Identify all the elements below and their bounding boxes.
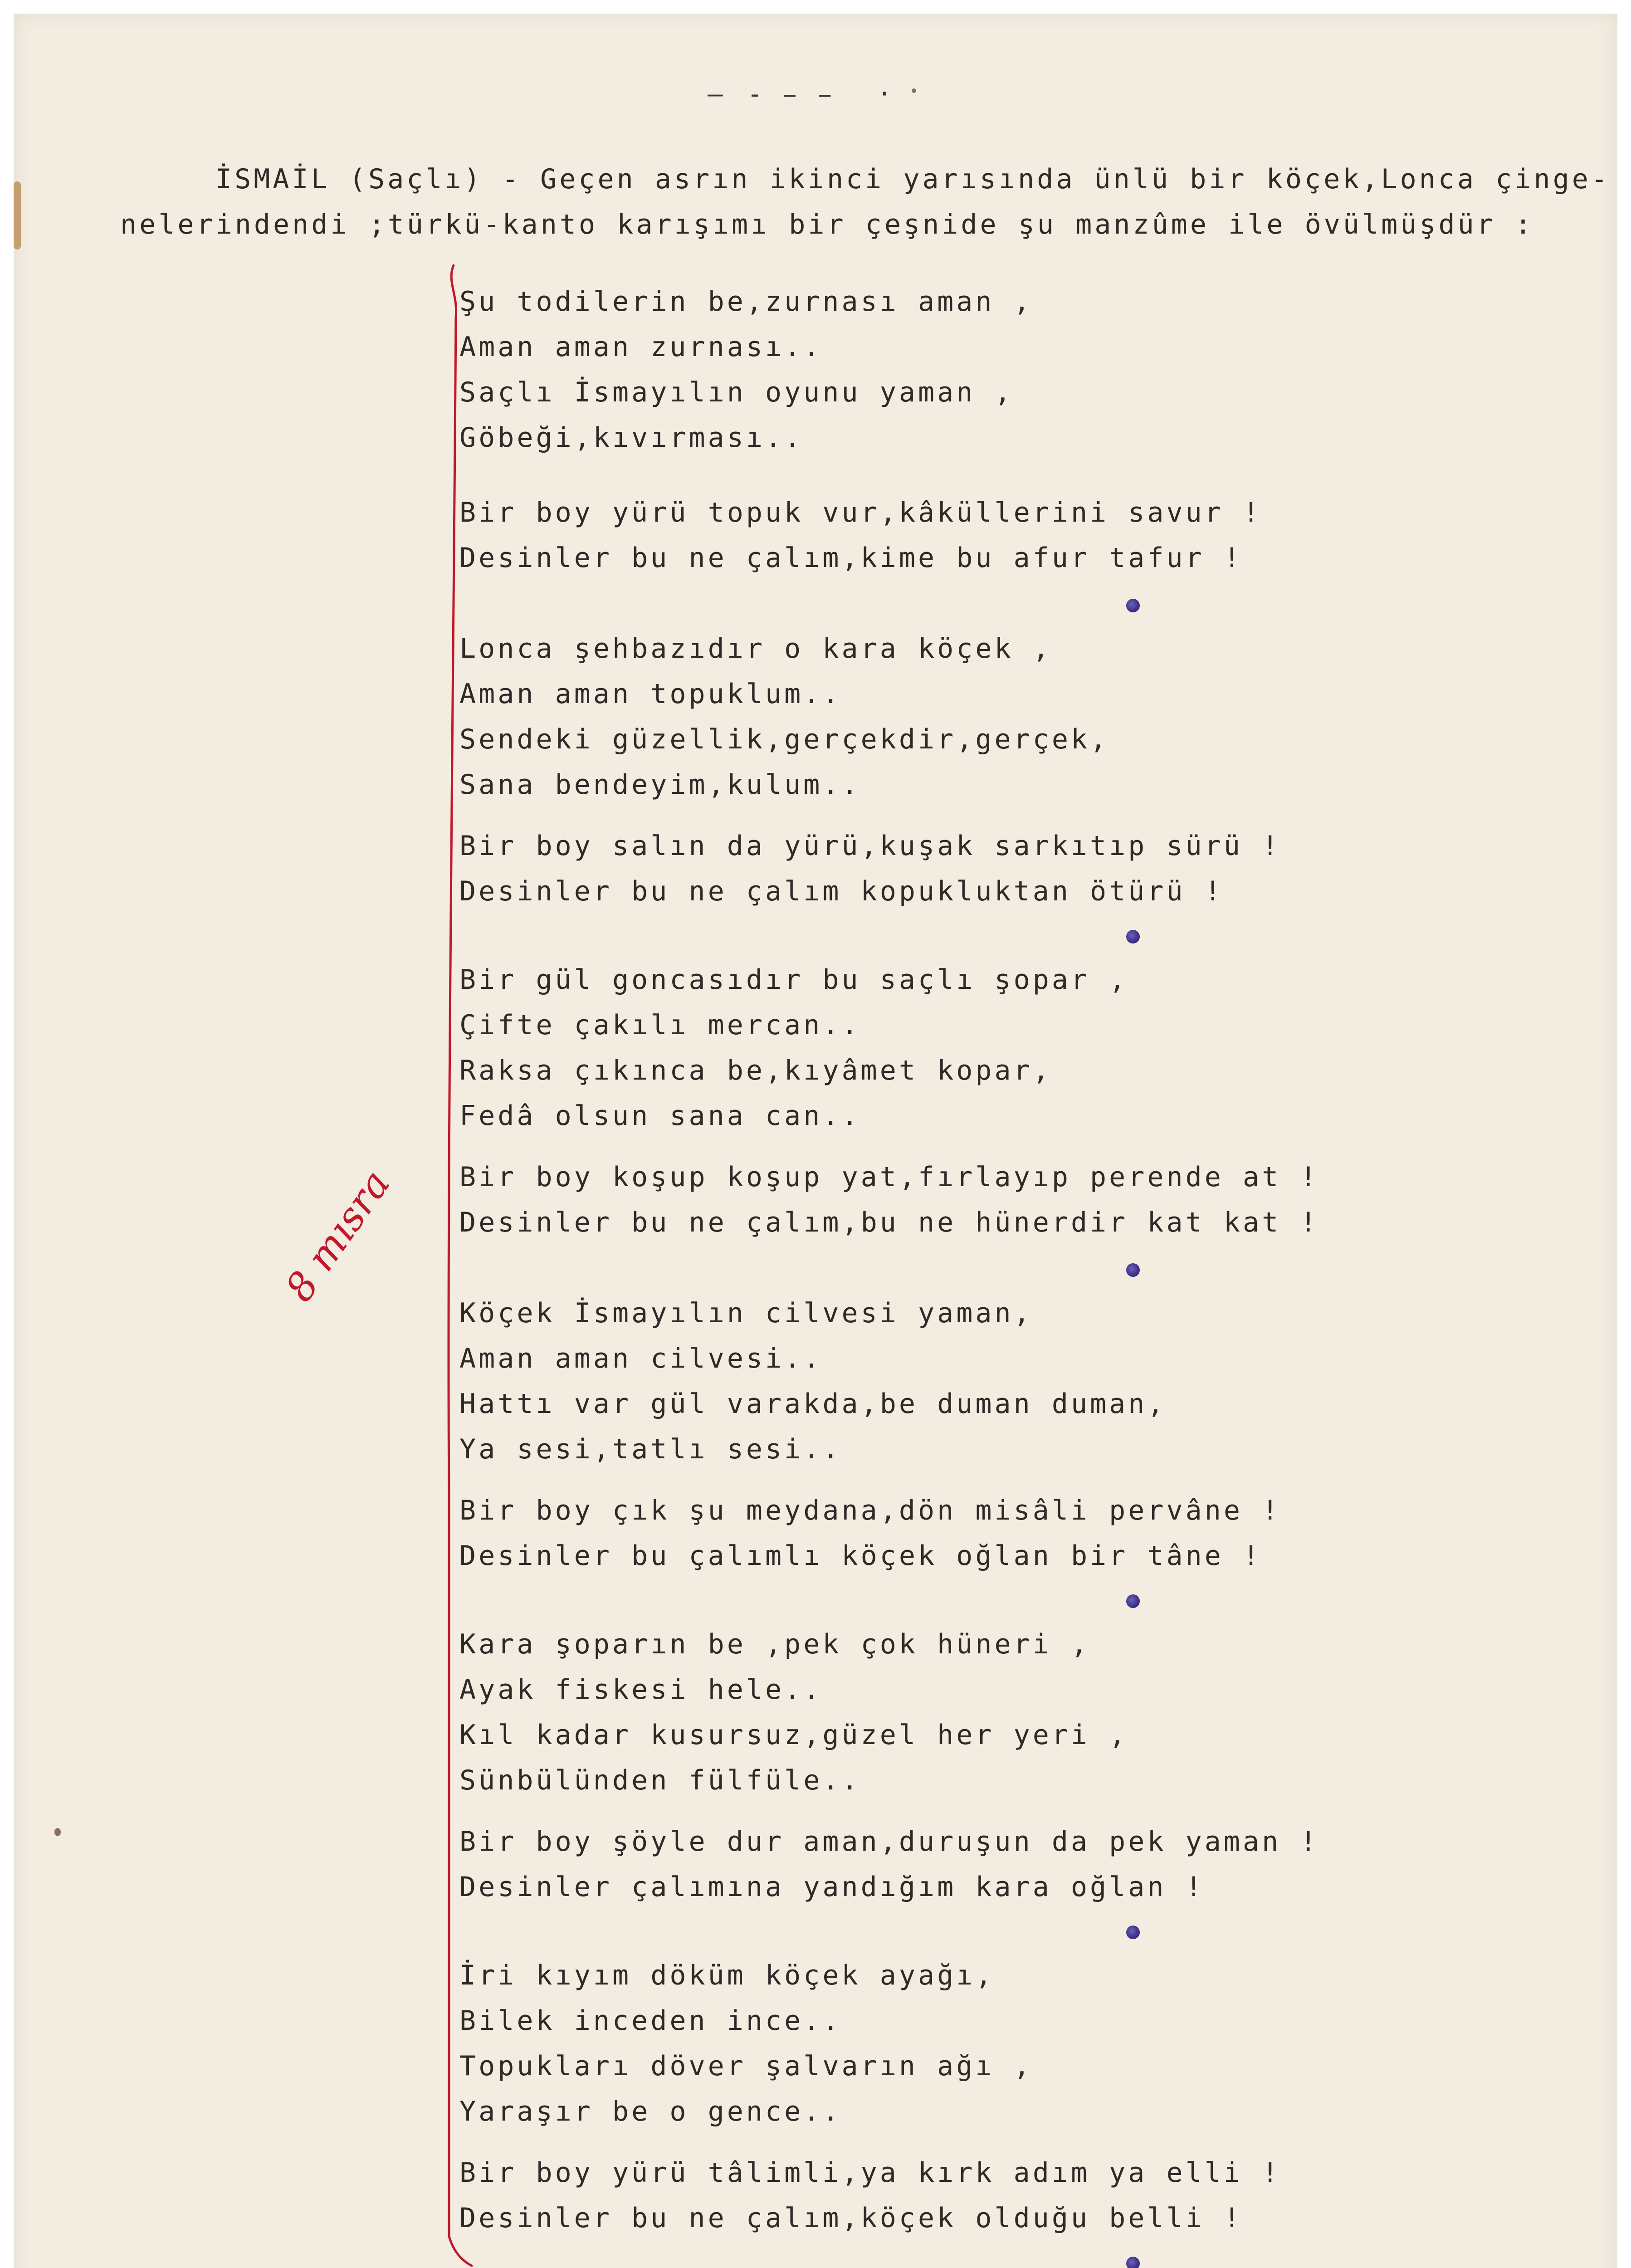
poem-line: Desinler bu çalımlı köçek oğlan bir tâne ! [459,1540,1262,1572]
poem-line: Bir boy salın da yürü,kuşak sarkıtıp sürü ! [459,830,1281,862]
poem [459,0,1548,2268]
paper-speck [912,88,916,93]
poem-line: Bir boy şöyle dur aman,duruşun da pek yaman ! [459,1826,1319,1857]
poem-line: Aman aman cilvesi.. [459,1343,823,1374]
poem-line: Yaraşır be o gence.. [459,2096,842,2127]
poem-line: Şu todilerin be,zurnası aman , [459,286,1033,318]
page-mark: — - ̵ ̵ · [708,79,897,109]
poem-line: Kara şoparın be ,pek çok hüneri , [459,1628,1090,1660]
poem-line: Aman aman topuklum.. [459,678,842,710]
poem-line: Lonca şehbazıdır o kara köçek , [459,633,1052,665]
poem-line: Desinler çalımına yandığım kara oğlan ! [459,1871,1205,1903]
poem-line: Raksa çıkınca be,kıyâmet kopar, [459,1055,1052,1086]
paper-edge-stain [14,181,21,249]
poem-line: Bir boy yürü tâlimli,ya kırk adım ya elli ! [459,2157,1281,2189]
stanza-separator-dot [1126,930,1140,943]
poem-line: Kıl kadar kusursuz,güzel her yeri , [459,1719,1128,1751]
poem-line: Ayak fiskesi hele.. [459,1674,823,1706]
poem-line: Sana bendeyim,kulum.. [459,769,861,801]
poem-line: İri kıyım döküm köçek ayağı, [459,1960,995,1991]
intro-line-1: İSMAİL (Saçlı) - Geçen asrın ikinci yarısında ünlü bir köçek,Lonca çinge- [215,163,1610,195]
stanza-separator-dot [1126,1263,1140,1277]
poem-line: Saçlı İsmayılın oyunu yaman , [459,376,1014,408]
poem-line: Desinler bu ne çalım kopukluktan ötürü ! [459,875,1224,907]
poem-line: Çifte çakılı mercan.. [459,1009,861,1041]
stanza-separator-dot [1126,599,1140,612]
poem-line: Desinler bu ne çalım,kime bu afur tafur ! [459,542,1243,574]
stanza-separator-dot [1126,2257,1140,2268]
stanza-separator-dot [1126,1594,1140,1608]
poem-line: Fedâ olsun sana can.. [459,1100,861,1132]
poem-line: Köçek İsmayılın cilvesi yaman, [459,1297,1033,1329]
poem-line: Desinler bu ne çalım,bu ne hünerdir kat kat ! [459,1207,1319,1238]
poem-line: Bir boy yürü topuk vur,kâküllerini savur ! [459,497,1262,528]
poem-line: Ya sesi,tatlı sesi.. [459,1433,842,1465]
stanza-separator-dot [1126,1926,1140,1939]
intro-line-2: nelerindendi ;türkü-kanto karışımı bir çeşnide şu manzûme ile övülmüşdür : [120,209,1534,240]
poem-line: Desinler bu ne çalım,köçek olduğu belli ! [459,2202,1243,2234]
poem-line: Bir boy çık şu meydana,dön misâli pervâne ! [459,1495,1281,1526]
poem-line: Sünbülünden fülfüle.. [459,1765,861,1796]
poem-line: Sendeki güzellik,gerçekdir,gerçek, [459,723,1109,755]
poem-line: Göbeği,kıvırması.. [459,422,804,454]
poem-line: Bilek inceden ince.. [459,2005,842,2037]
margin-note: 8 mısra [277,1162,399,1310]
poem-line: Topukları döver şalvarın ağı , [459,2050,1033,2082]
paper-speck [54,1828,61,1836]
poem-line: Hattı var gül varakda,be duman duman, [459,1388,1167,1420]
poem-line: Bir boy koşup koşup yat,fırlayıp perende at ! [459,1161,1319,1193]
poem-line: Bir gül goncasıdır bu saçlı şopar , [459,964,1128,996]
poem-line: Aman aman zurnası.. [459,331,823,363]
